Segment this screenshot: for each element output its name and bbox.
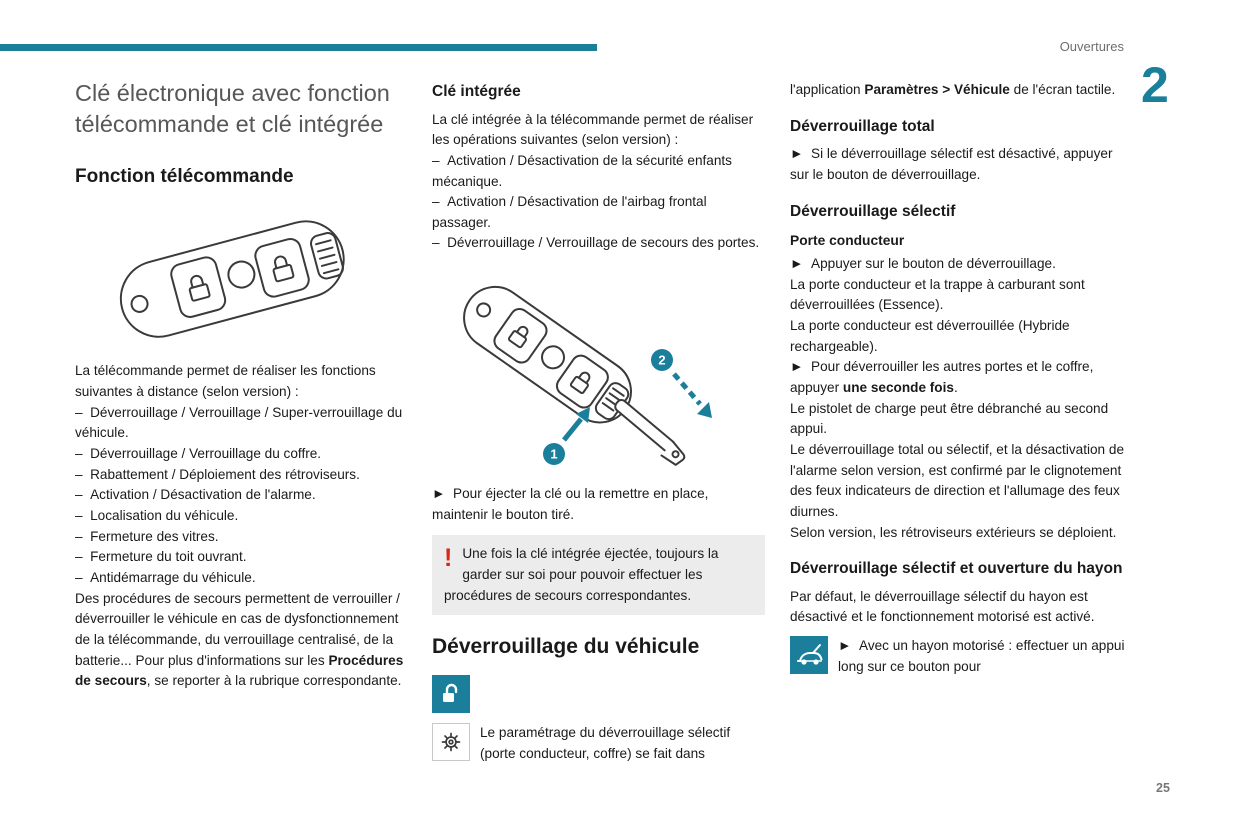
settings-note (432, 723, 765, 764)
bold-text-run: Paramètres > Véhicule (864, 82, 1010, 97)
heading-remote-function: Fonction télécommande (75, 165, 294, 187)
heading-total-unlocking: Déverrouillage total (790, 117, 935, 135)
heading-selective-tailgate: Déverrouillage sélectif et ouverture du hayon (790, 560, 1123, 578)
tailgate-default-text: Par défaut, le déverrouillage sélectif du hayon est désactivé et le fonctionnement motorisé est activé. (790, 588, 1095, 625)
open-padlock-icon (439, 682, 463, 706)
text-run: . (953, 379, 958, 395)
paragraph: La porte conducteur et la trappe à carburant sont déverrouillées (Essence). (790, 276, 1085, 313)
key-fob-illustration (90, 203, 390, 351)
column-middle (432, 80, 765, 773)
list-item: – Déverrouillage / Verrouillage de secours des portes. (432, 235, 760, 251)
list-item: – Fermeture des vitres. (75, 528, 219, 544)
text-run: Des procédures de secours permettent de verrouiller / déverrouiller le véhicule en cas de dysfonctionnement de la télécommande, du verrouillage centralisé, de la batterie... Pour plus d'informations sur les (75, 590, 400, 668)
column-left (75, 78, 405, 692)
list-item: – Rabattement / Déploiement des rétroviseurs. (75, 466, 360, 482)
key-blade (609, 398, 687, 468)
paragraph: Le pistolet de charge peut être débranché au second appui. (790, 400, 1109, 437)
list-item: – Déverrouillage / Verrouillage du coffre. (75, 446, 322, 461)
remote-intro: La télécommande permet de réaliser les fonctions suivantes à distance (selon version) : (75, 363, 376, 400)
list-item: – Localisation du véhicule. (75, 507, 239, 523)
settings-gear-icon (432, 723, 470, 761)
callout-2-number: 2 (657, 352, 666, 368)
list-item: – Fermeture du toit ouvrant. (75, 549, 247, 565)
subheading-driver-door: Porte conducteur (790, 233, 905, 249)
paragraph: Selon version, les rétroviseurs extérieurs se déploient. (790, 524, 1117, 540)
settings-paragraph-part1: Le paramétrage du déverrouillage sélectif (porte conducteur, coffre) se fait dans (480, 725, 731, 761)
key-intro: La clé intégrée à la télécommande permet de réaliser les opérations suivantes (selon version) : (432, 111, 754, 148)
paragraph (790, 357, 1128, 398)
eject-arrow (564, 419, 581, 440)
total-unlocking-text: ► Si le déverrouillage sélectif est désactivé, appuyer sur le bouton de déverrouillage. (790, 146, 1113, 182)
bold-text-run: une seconde fois (842, 379, 954, 395)
list-item: – Déverrouillage / Verrouillage / Super-verrouillage du véhicule. (75, 404, 403, 441)
text-run: de l'écran tactile. (1009, 82, 1116, 97)
page-title: Clé électronique avec fonction télécommande et clé intégrée (75, 80, 390, 138)
integrated-key-illustration (434, 266, 764, 474)
section-header: Ouvertures (1059, 39, 1124, 54)
callout-1-number: 1 (549, 446, 558, 462)
accent-bar (0, 44, 597, 51)
unlock-button-icon (432, 675, 470, 713)
list-item: – Activation / Désactivation de l'airbag frontal passager. (432, 194, 707, 230)
heading-integrated-key: Clé intégrée (432, 83, 521, 100)
chapter-number: 2 (1141, 57, 1169, 113)
text-run: ► Pour déverrouiller les autres portes et le coffre, appuyer (790, 359, 1094, 395)
tailgate-note (790, 636, 1128, 677)
warning-box (432, 535, 765, 615)
tailgate-button-text: ► Avec un hayon motorisé : effectuer un appui long sur ce bouton pour (838, 638, 1125, 674)
heading-selective-unlocking: Déverrouillage sélectif (790, 202, 956, 220)
warning-text: Une fois la clé intégrée éjectée, toujours la garder sur soi pour pouvoir effectuer les procédures de secours correspondantes. (444, 546, 719, 603)
heading-vehicle-unlocking: Déverrouillage du véhicule (432, 635, 700, 659)
page-number: 25 (1156, 781, 1170, 795)
car-open-tailgate-icon (795, 642, 823, 668)
warning-exclamation-icon: ! (444, 544, 453, 573)
tailgate-button-icon (790, 636, 828, 674)
text-run: , se reporter à la rubrique correspondante. (146, 673, 402, 689)
list-item: – Antidémarrage du véhicule. (75, 569, 256, 585)
paragraph: ► Appuyer sur le bouton de déverrouillage. (790, 256, 1056, 272)
backup-procedures-paragraph (75, 589, 405, 692)
bold-text-run: Procédures de secours (75, 652, 404, 689)
paragraph: Le déverrouillage total ou sélectif, et la désactivation de l'alarme selon version, est confirmé par le clignotement des feux indicateurs de direction et l'allumage des feux diurnes. (790, 441, 1125, 519)
text-run: l'application (790, 82, 865, 97)
remove-arrow (674, 374, 700, 404)
list-item: – Activation / Désactivation de l'alarme. (75, 487, 316, 503)
list-item: – Activation / Désactivation de la sécurité enfants mécanique. (432, 152, 732, 189)
column-right (790, 80, 1128, 685)
paragraph: La porte conducteur est déverrouillée (Hybride rechargeable). (790, 318, 1070, 354)
gear-icon (439, 730, 463, 754)
settings-paragraph-part2 (790, 80, 1128, 101)
eject-instruction: ► Pour éjecter la clé ou la remettre en place, maintenir le bouton tiré. (432, 486, 709, 522)
